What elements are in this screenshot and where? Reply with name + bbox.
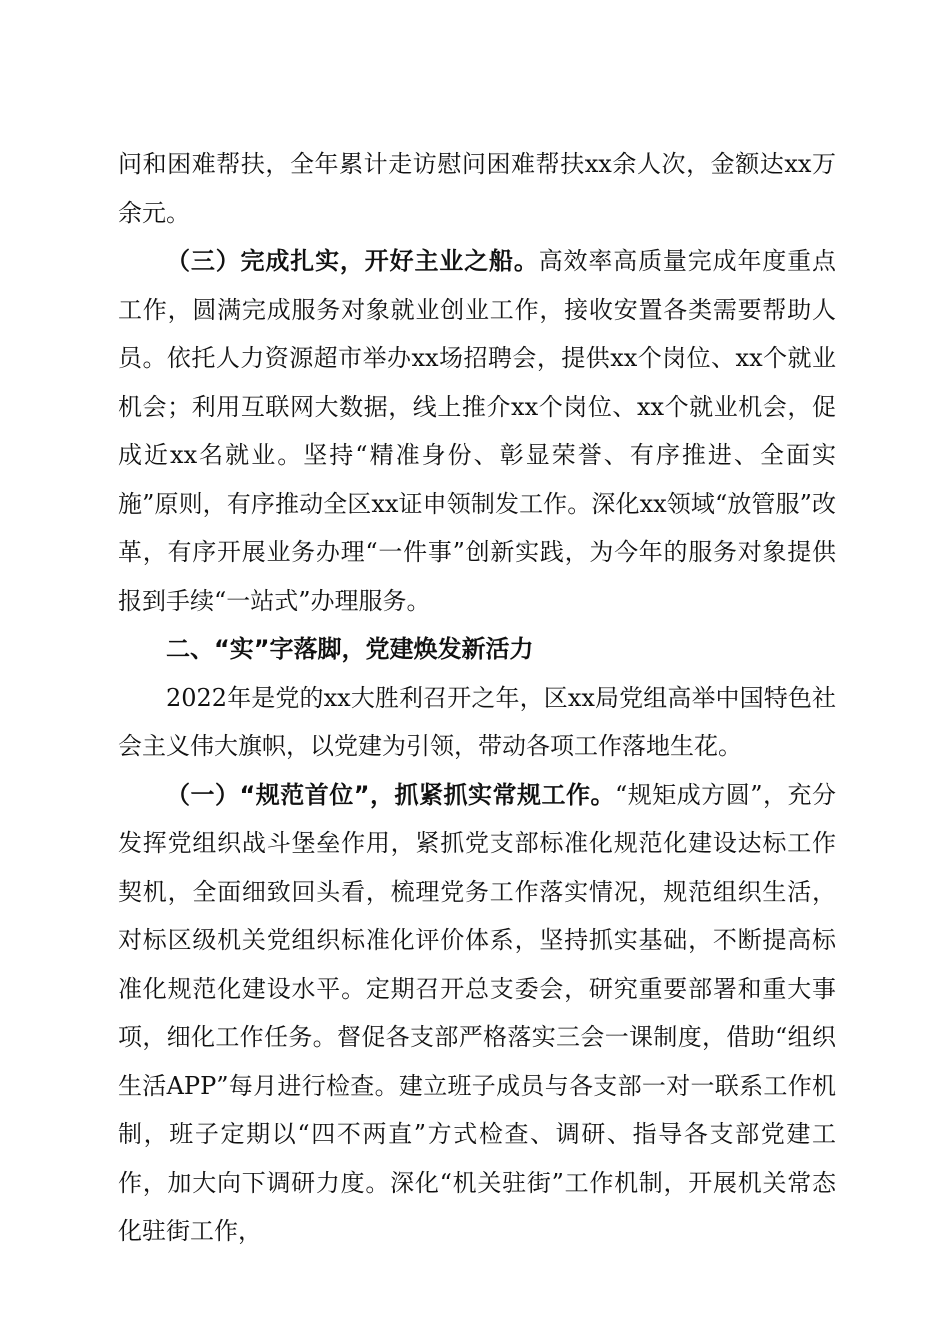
document-body [118,140,836,1256]
paragraph-intro-2022: 2022年是党的xx大胜利召开之年，区xx局党组高举中国特色社会主义伟大旗帜，以党建为引领，带动各项工作落地生花。 [118,683,836,760]
paragraph-continuation: 问和困难帮扶，全年累计走访慰问困难帮扶xx余人次，金额达xx万余元。 [118,150,836,227]
section-three-body: 高效率高质量完成年度重点工作，圆满完成服务对象就业创业工作，接收安置各类需要帮助人员。依托人力资源超市举办xx场招聘会，提供xx个岗位、xx个就业机会；利用互联网大数据，线上推介xx个岗位、xx个就业机会，促成近xx名就业。坚持“精准身份、彰显荣誉、有序推进、全面实施”原则，有序推动全区xx证申领制发工作。深化xx领域“放管服”改革，有序开展业务办理“一件事”创新实践，为今年的服务对象提供报到手续“一站式”办理服务。 [118,247,837,615]
subsection-one-lead: （一）“规范首位”，抓紧抓实常规工作。 [166,780,615,809]
subsection-one-body: “规矩成方圆”，充分发挥党组织战斗堡垒作用，紧抓党支部标准化规范化建设达标工作契机，全面细致回头看，梳理党务工作落实情况，规范组织生活，对标区级机关党组织标准化评价体系，坚持抓实基础，不断提高标准化规范化建设水平。定期召开总支委会，研究重要部署和重大事项，细化工作任务。督促各支部严格落实三会一课制度，借助“组织生活APP”每月进行检查。建立班子成员与各支部一对一联系工作机制，班子定期以“四不两直”方式检查、调研、指导各支部党建工作，加大向下调研力度。深化“机关驻街”工作机制，开展机关常态化驻街工作， [118,780,836,1245]
paragraph-section-three [118,237,836,625]
paragraph-subsection-one [118,771,836,1256]
section-three-lead: （三）完成扎实，开好主业之船。 [166,247,539,275]
section-heading-two: 二、“实”字落脚，党建焕发新活力 [166,635,534,663]
